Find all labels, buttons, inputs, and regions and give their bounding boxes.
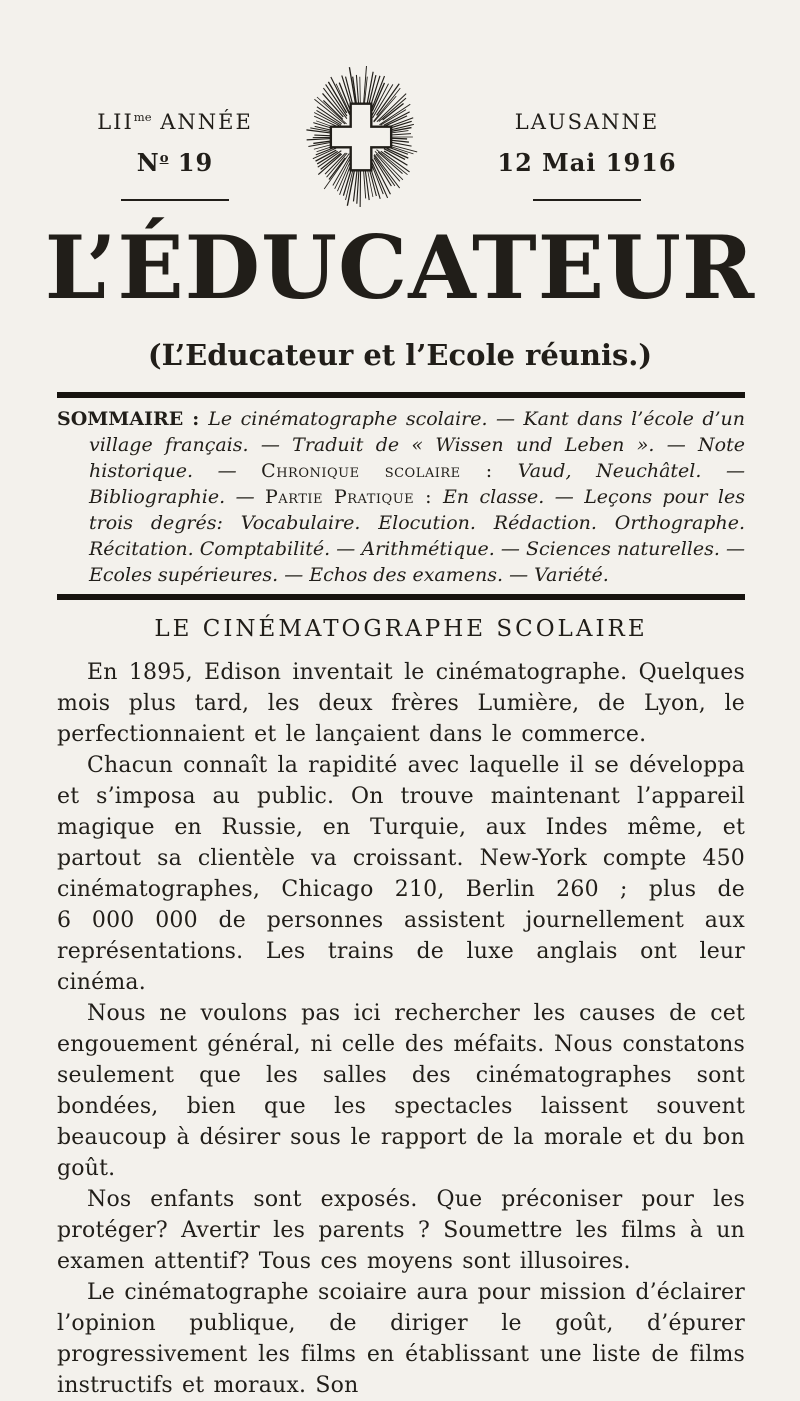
journal-title: L’ÉDUCATEUR (0, 220, 800, 316)
article-body (57, 657, 745, 1401)
right-rule (533, 199, 641, 201)
left-rule (121, 199, 229, 201)
masthead-left (40, 110, 310, 201)
journal-subtitle: (L’Educateur et l’Ecole réunis.) (0, 338, 800, 372)
sommaire (57, 406, 745, 588)
main-column (57, 392, 745, 1401)
annee-line: $LII^{me}$ ANNÉE (40, 110, 310, 134)
article-paragraph: Chacun connaît la rapidité avec laquelle il se développa et s’imposa au public. On trouve maintenant l’appareil magique en Russie, en Turquie, aux Indes même, et partout sa clientèle va croissant. New-York compte 450 cinématographes, Chicago 210, Berlin 260 ; plus de 6 000 000 de personnes assistent journellement aux représentations. Les trains de luxe anglais ont leur cinéma. (57, 750, 745, 998)
bottom-double-rule (57, 594, 745, 600)
article-paragraph: Nous ne voulons pas ici rechercher les causes de cet engouement général, ni celle des méfaits. Nous constatons seulement que les salles des cinématographes sont bondées, bien que les spectacles laissent souvent beaucoup à désirer sous le rapport de la morale et du bon goût. (57, 998, 745, 1184)
sommaire-segment: Chronique scolaire : (261, 460, 518, 482)
article-paragraph: Le cinématographe scoiaire aura pour mission d’éclairer l’opinion publique, de diriger le goût, d’épurer progressivement les films en établissant une liste de films instructifs et moraux. Son (57, 1277, 745, 1401)
article-heading: LE CINÉMATOGRAPHE SCOLAIRE (57, 616, 745, 644)
sommaire-segment: Partie Pratique : (265, 486, 443, 508)
article-paragraph: En 1895, Edison inventait le cinématographe. Quelques mois plus tard, les deux frères Lumière, de Lyon, le perfectionnaient et le lançaient dans le commerce. (57, 657, 745, 750)
sommaire-segment: En classe. — Leçons pour les trois degrés: Vocabulaire. Elocution. Rédaction. Orthographe. Récitation. Comptabilité. — Arithmétique. — Sciences naturelles. — Ecoles supérieures. — Echos des examens. — Variété. (89, 486, 745, 586)
numero-superscript: o (160, 151, 169, 166)
article-paragraph: Nos enfants sont exposés. Que préconiser pour les protéger? Avertir les parents ? Soumettre les films à un examen attentif? Tous ces moyens sont illusoires. (57, 1184, 745, 1277)
numero-line: $N^o$ 19 (40, 148, 310, 177)
annee-superscript: me (134, 110, 152, 124)
city-line: LAUSANNE (452, 110, 722, 134)
masthead-right (452, 110, 722, 201)
date-line: 12 Mai 1916 (452, 148, 722, 177)
sommaire-segment: SOMMAIRE : (57, 408, 208, 430)
swiss-cross-sunburst-icon (288, 50, 434, 228)
sommaire-segment: Vaud, Neuchâtel. — Bibliographie. — (89, 460, 745, 508)
top-double-rule (57, 392, 745, 398)
sommaire-segment: Le cinématographe scolaire. — Kant dans l’école d’un village français. — Traduit de « Wissen und Leben ». — Note historique. — (89, 408, 745, 482)
